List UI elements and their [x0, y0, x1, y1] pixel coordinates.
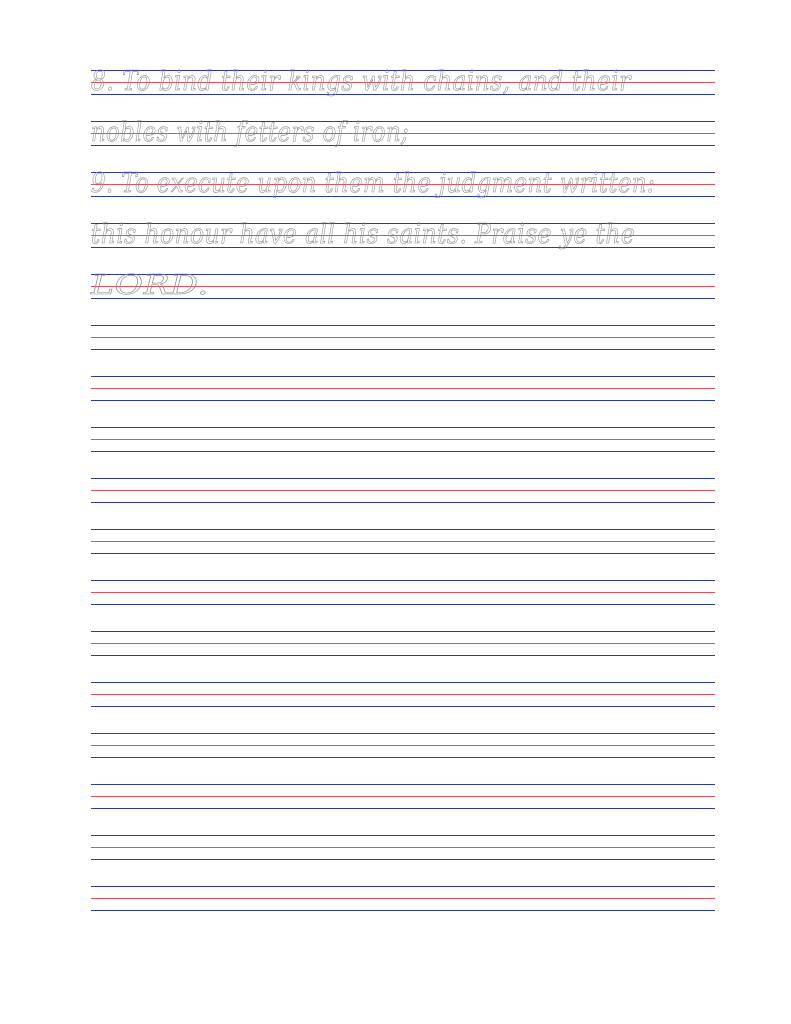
guide-base-line	[91, 706, 715, 707]
guide-top-line	[91, 784, 715, 785]
guide-top-line	[91, 631, 715, 632]
guide-mid-line	[91, 847, 715, 848]
guide-top-line	[91, 427, 715, 428]
guide-mid-line	[91, 643, 715, 644]
guide-mid-line	[91, 796, 715, 797]
guide-mid-line	[91, 898, 715, 899]
guide-base-line	[91, 604, 715, 605]
guide-top-line	[91, 529, 715, 530]
guide-top-line	[91, 478, 715, 479]
traced-text-line: nobles with fetters of iron;	[91, 117, 410, 148]
guide-top-line	[91, 376, 715, 377]
guide-base-line	[91, 655, 715, 656]
guide-top-line	[91, 682, 715, 683]
guide-base-line	[91, 502, 715, 503]
guide-base-line	[91, 859, 715, 860]
guide-base-line	[91, 400, 715, 401]
guide-base-line	[91, 910, 715, 911]
guide-top-line	[91, 835, 715, 836]
guide-base-line	[91, 451, 715, 452]
traced-text-line: this honour have all his saints. Praise ye the	[91, 219, 636, 250]
guide-top-line	[91, 886, 715, 887]
guide-mid-line	[91, 388, 715, 389]
guide-top-line	[91, 580, 715, 581]
guide-mid-line	[91, 337, 715, 338]
guide-base-line	[91, 757, 715, 758]
guide-mid-line	[91, 745, 715, 746]
guide-mid-line	[91, 439, 715, 440]
guide-mid-line	[91, 694, 715, 695]
guide-mid-line	[91, 490, 715, 491]
guide-base-line	[91, 349, 715, 350]
guide-top-line	[91, 733, 715, 734]
guide-base-line	[91, 808, 715, 809]
traced-text-line: LORD.	[91, 270, 209, 301]
traced-text-line: 9. To execute upon them the judgment written:	[91, 168, 656, 199]
guide-mid-line	[91, 541, 715, 542]
traced-text-line: 8. To bind their kings with chains, and their	[91, 66, 631, 97]
guide-mid-line	[91, 592, 715, 593]
guide-top-line	[91, 325, 715, 326]
guide-base-line	[91, 553, 715, 554]
